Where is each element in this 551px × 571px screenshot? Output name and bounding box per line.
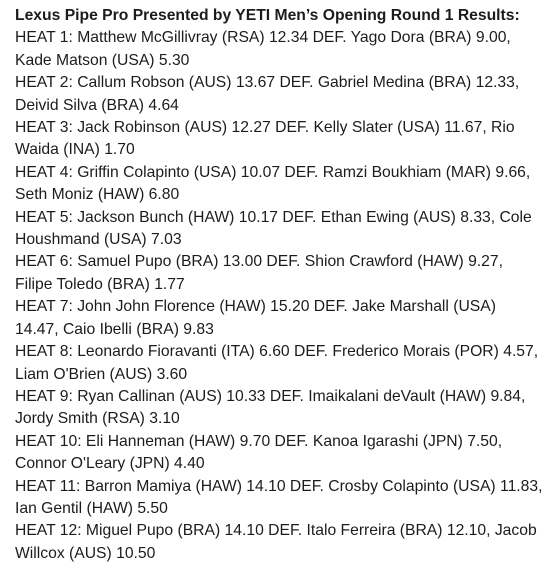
heat-result: HEAT 7: John John Florence (HAW) 15.20 DEF. Jake Marshall (USA) 14.47, Caio Ibelli (BRA) 9.83 bbox=[15, 298, 496, 338]
heat-result: HEAT 6: Samuel Pupo (BRA) 13.00 DEF. Shion Crawford (HAW) 9.27, Filipe Toledo (BRA) 1.77 bbox=[15, 253, 503, 293]
heat-result: HEAT 10: Eli Hanneman (HAW) 9.70 DEF. Kanoa Igarashi (JPN) 7.50, Connor O'Leary (JPN) 4.40 bbox=[15, 432, 503, 473]
heat-result: HEAT 3: Jack Robinson (AUS) 12.27 DEF. Kelly Slater (USA) 11.67, Rio Waida (INA) 1.70 bbox=[15, 119, 515, 159]
heat-result: HEAT 11: Barron Mamiya (HAW) 14.10 DEF. Crosby Colapinto (USA) 11.83, Ian Gentil (HAW) 5.50 bbox=[15, 477, 543, 517]
document-title: Lexus Pipe Pro Presented by YETI Men’s Opening Round 1 Results: bbox=[15, 7, 520, 24]
heat-result: HEAT 12: Miguel Pupo (BRA) 14.10 DEF. Italo Ferreira (BRA) 12.10, Jacob Willcox (AUS) 10.50 bbox=[15, 522, 537, 562]
heat-result: HEAT 4: Griffin Colapinto (USA) 10.07 DEF. Ramzi Boukhiam (MAR) 9.66, Seth Moniz (HAW) 6.80 bbox=[15, 163, 531, 204]
heat-result: HEAT 8: Leonardo Fioravanti (ITA) 6.60 DEF. Frederico Morais (POR) 4.57, Liam O'Brien (AUS) 3.60 bbox=[15, 343, 539, 383]
heat-result: HEAT 9: Ryan Callinan (AUS) 10.33 DEF. Imaikalani deVault (HAW) 9.84, Jordy Smith (RSA) 3.10 bbox=[15, 387, 526, 428]
heat-result: HEAT 2: Callum Robson (AUS) 13.67 DEF. Gabriel Medina (BRA) 12.33, Deivid Silva (BRA) 4.64 bbox=[15, 74, 520, 114]
heat-result: HEAT 1: Matthew McGillivray (RSA) 12.34 DEF. Yago Dora (BRA) 9.00, Kade Matson (USA) 5.30 bbox=[15, 29, 511, 69]
heat-result: HEAT 5: Jackson Bunch (HAW) 10.17 DEF. Ethan Ewing (AUS) 8.33, Cole Houshmand (USA) 7.03 bbox=[15, 208, 532, 249]
